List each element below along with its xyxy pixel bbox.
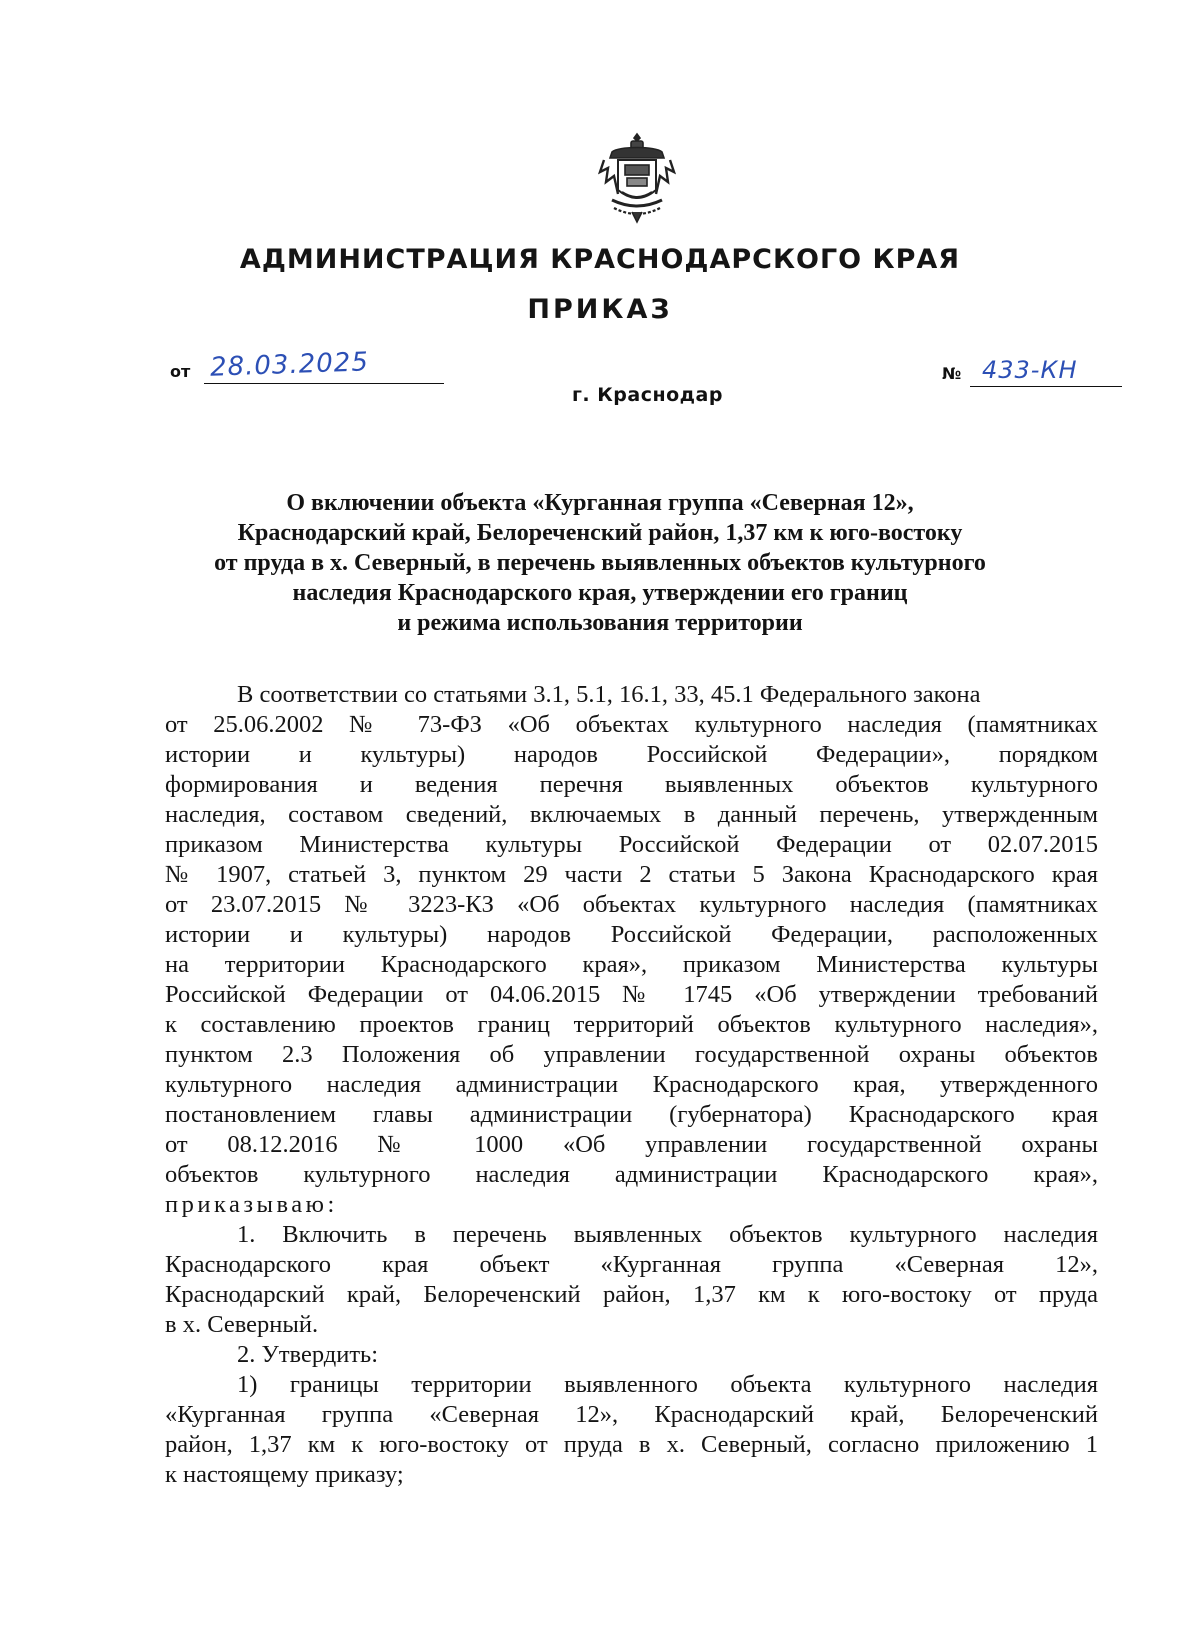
body-line: район, 1,37 км к юго-востоку от пруда в х. Северный, согласно приложению 1	[165, 1431, 1098, 1458]
body-line: объектов культурного наследия администрации Краснодарского края»,	[165, 1161, 1098, 1188]
body-line: к составлению проектов границ территорий объектов культурного наследия»,	[165, 1011, 1098, 1038]
body-line: В соответствии со статьями 3.1, 5.1, 16.1, 33, 45.1 Федерального закона	[237, 681, 981, 708]
date-prefix: от	[170, 362, 191, 381]
coat-of-arms-emblem	[598, 132, 676, 224]
body-line: Краснодарского края объект «Курганная группа «Северная 12»,	[165, 1251, 1098, 1278]
number-prefix: №	[942, 364, 962, 383]
order-body	[165, 680, 1098, 1490]
handwritten-order-number: 433-КН	[982, 356, 1078, 384]
body-line: постановлением главы администрации (губернатора) Краснодарского края	[165, 1101, 1098, 1128]
subject-line: наследия Краснодарского края, утверждении его границ	[292, 580, 908, 606]
body-line: в х. Северный.	[165, 1311, 319, 1338]
handwritten-date: 28.03.2025	[209, 347, 370, 383]
body-line: истории и культуры) народов Российской Федерации, расположенных	[165, 921, 1098, 948]
body-line: истории и культуры) народов Российской Федерации», порядком	[165, 741, 1098, 768]
body-line-prikazyvayu: приказываю:	[165, 1191, 338, 1218]
subject-line: от пруда в х. Северный, в перечень выявленных объектов культурного	[214, 550, 986, 576]
organization-title: АДМИНИСТРАЦИЯ КРАСНОДАРСКОГО КРАЯ	[239, 244, 961, 275]
body-line: Российской Федерации от 04.06.2015 № 1745 «Об утверждении требований	[165, 981, 1098, 1008]
subject-line: и режима использования территории	[397, 610, 803, 636]
body-line: Краснодарский край, Белореченский район, 1,37 км к юго-востоку от пруда	[165, 1281, 1098, 1308]
body-line: от 23.07.2015 № 3223-КЗ «Об объектах культурного наследия (памятниках	[165, 891, 1098, 918]
order-subject	[100, 488, 1100, 638]
body-line: культурного наследия администрации Краснодарского края, утвержденного	[165, 1071, 1098, 1098]
body-line: пунктом 2.3 Положения об управлении государственной охраны объектов	[165, 1041, 1098, 1068]
subject-line: О включении объекта «Курганная группа «Северная 12»,	[286, 490, 914, 516]
body-line: приказом Министерства культуры Российской Федерации от 02.07.2015	[165, 831, 1098, 858]
body-line: 2. Утвердить:	[237, 1341, 379, 1368]
date-underline	[204, 383, 444, 384]
body-line: от 25.06.2002 № 73-ФЗ «Об объектах культурного наследия (памятниках	[165, 711, 1098, 738]
body-line: к настоящему приказу;	[165, 1461, 404, 1488]
body-line: от 08.12.2016 № 1000 «Об управлении государственной охраны	[165, 1131, 1098, 1158]
body-line: наследия, составом сведений, включаемых в данный перечень, утвержденным	[165, 801, 1098, 828]
subject-line: Краснодарский край, Белореченский район, 1,37 км к юго-востоку	[237, 520, 963, 546]
city: г. Краснодар	[572, 384, 723, 406]
body-line: на территории Краснодарского края», приказом Министерства культуры	[165, 951, 1098, 978]
document-type: ПРИКАЗ	[527, 294, 673, 325]
body-line: 1) границы территории выявленного объекта культурного наследия	[237, 1371, 1098, 1398]
body-line: № 1907, статьей 3, пунктом 29 части 2 статьи 5 Закона Краснодарского края	[165, 861, 1098, 888]
body-line: 1. Включить в перечень выявленных объектов культурного наследия	[237, 1221, 1098, 1248]
body-line: «Курганная группа «Северная 12», Краснодарский край, Белореченский	[165, 1401, 1098, 1428]
body-line: формирования и ведения перечня выявленных объектов культурного	[165, 771, 1098, 798]
number-underline	[970, 386, 1122, 387]
